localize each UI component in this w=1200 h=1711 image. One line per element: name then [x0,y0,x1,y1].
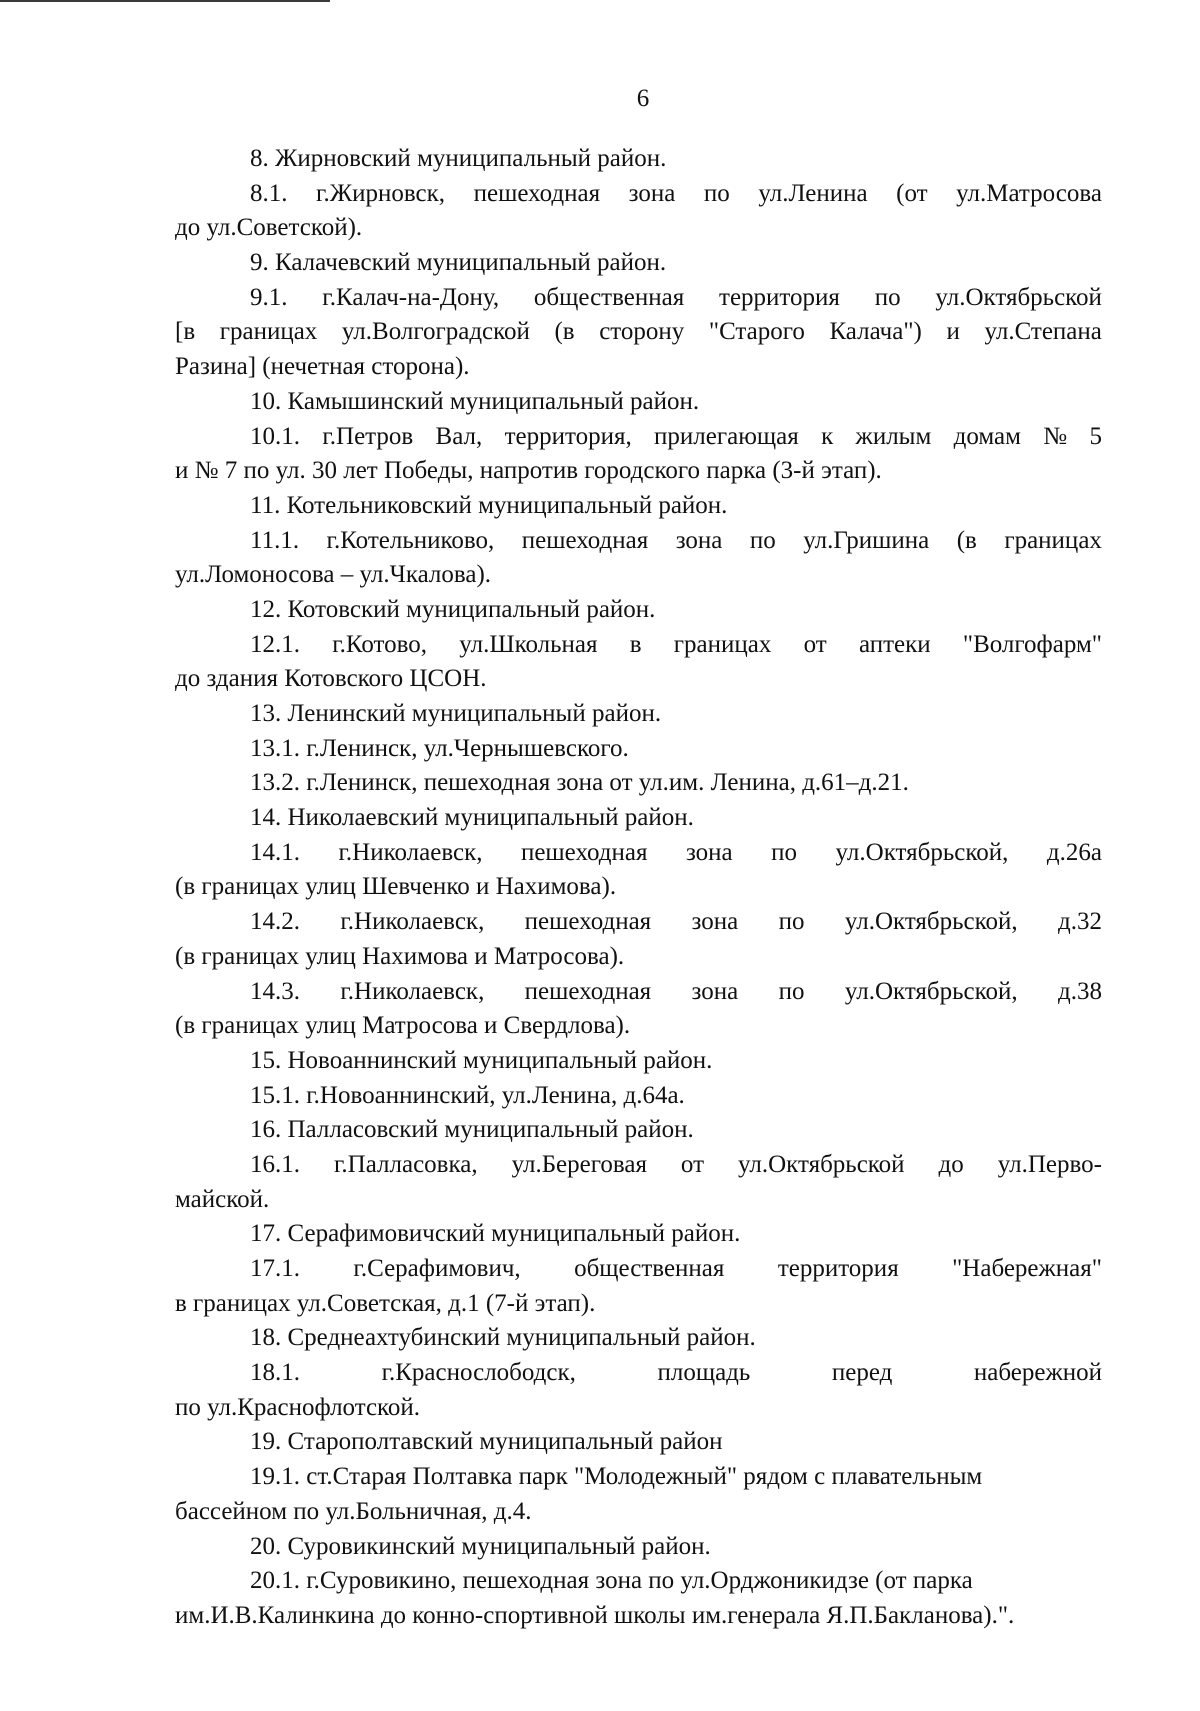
word: ул.Октябрьской, [844,977,1018,1005]
paragraph-p10 [175,385,1102,420]
paragraph-p12 [175,593,1102,628]
word: набережной [973,1359,1102,1387]
paragraph-p18-1 [175,1356,1102,1425]
word: ул.Ленина [758,179,868,207]
paragraph-p14-1 [175,836,1102,905]
text-line: 13.1. г.Ленинск, ул.Чернышевского. [250,734,629,762]
text-line: 10. Камышинский муниципальный район. [250,387,700,415]
paragraph-p17-1 [175,1252,1102,1321]
word: территория, [504,422,632,450]
word: пешеходная [524,977,652,1005]
paragraph-p14-2 [175,905,1102,974]
text-line [175,1148,1102,1183]
word: г.Николаевск, [340,908,485,936]
text-line [175,177,1102,212]
word: 18.1. [250,1359,300,1387]
word: г.Петров [322,422,414,450]
text-line: им.И.В.Калинкина до конно-спортивной школы им.генерала Я.П.Бакланова).". [175,1601,1015,1629]
word: 9.1. [250,283,288,311]
word: (в [956,526,977,554]
paragraph-p9-1 [175,281,1102,385]
paragraph-p13-1 [175,732,1102,767]
word: ул.Матросова [956,179,1102,207]
word: зона [685,838,733,866]
document-body [175,142,1102,1634]
word: зона [628,179,676,207]
word: жилым [855,422,932,450]
text-line: майской. [175,1185,270,1213]
word: (от [896,179,928,207]
word: до [938,1150,964,1178]
word: 14.3. [250,977,300,1005]
word: зона [675,526,723,554]
word: общественная [533,283,685,311]
text-line: по ул.Краснофлотской. [175,1393,421,1421]
paragraph-p13 [175,697,1102,732]
text-line: (в границах улиц Шевченко и Нахимова). [175,873,617,901]
word: пешеходная [521,526,649,554]
paragraph-p19 [175,1425,1102,1460]
text-line: 13.2. г.Ленинск, пешеходная зона от ул.им. Ленина, д.61–д.21. [250,769,909,797]
word: ул.Перво- [997,1150,1102,1178]
word: по [771,838,798,866]
word: "Волгофарм" [962,630,1102,658]
word: г.Краснослободск, [381,1359,576,1387]
text-line: до ул.Советской). [175,214,363,242]
text-line [175,975,1102,1010]
paragraph-p19-1 [175,1460,1102,1529]
text-line: 11. Котельниковский муниципальный район. [250,491,728,519]
word: ул.Школьная [459,630,598,658]
word: "Старого [708,318,805,346]
text-line [175,1252,1102,1287]
word: по [778,977,805,1005]
word: д.26а [1046,838,1102,866]
text-line: Разина] (нечетная сторона). [175,353,470,381]
text-line: (в границах улиц Нахимова и Матросова). [175,942,625,970]
word: г.Котово, [332,630,427,658]
paragraph-p9 [175,246,1102,281]
paragraph-p8-1 [175,177,1102,246]
word: пешеходная [473,179,601,207]
word: [в [175,318,196,346]
word: территория [719,283,840,311]
word: площадь [657,1359,751,1387]
word: г.Николаевск, [338,838,483,866]
text-line: 17. Серафимовичский муниципальный район. [250,1220,741,1248]
word: общественная [574,1255,725,1282]
word: ул.Гришина [803,526,930,554]
paragraph-p11 [175,489,1102,524]
text-line [175,628,1102,663]
word: сторону [599,318,685,346]
text-line: бассейном по ул.Больничная, д.4. [175,1497,532,1525]
word: (в [554,318,575,346]
word: д.32 [1058,908,1102,936]
word: пешеходная [524,908,652,936]
paragraph-p17 [175,1217,1102,1252]
word: прилегающая [654,422,799,450]
paragraph-p20-1 [175,1564,1102,1633]
word: ул.Береговая [511,1150,647,1178]
paragraph-p15-1 [175,1079,1102,1114]
text-line: 20.1. г.Суровикино, пешеходная зона по ул.Орджоникидзе (от парка [250,1567,973,1595]
word: Вал, [435,422,483,450]
word: 11.1. [250,526,300,554]
word: границах [673,630,772,658]
word: 12.1. [250,630,300,658]
word: по [703,179,730,207]
word: по [874,283,901,311]
word: г.Николаевск, [340,977,485,1005]
paragraph-p15 [175,1044,1102,1079]
word: по [778,908,805,936]
word: от [803,630,827,658]
word: к [821,422,834,450]
paragraph-p20 [175,1530,1102,1565]
text-line: 15. Новоаннинский муниципальный район. [250,1046,713,1074]
text-line: 8. Жирновский муниципальный район. [250,145,667,172]
text-line: (в границах улиц Матросова и Свердлова). [175,1012,631,1040]
word: зона [691,908,739,936]
text-line: 15.1. г.Новоаннинский, ул.Ленина, д.64а. [250,1081,685,1109]
word: домам [953,422,1021,450]
text-line: 18. Среднеахтубинский муниципальный район. [250,1324,756,1352]
paragraph-p10-1 [175,420,1102,489]
text-line [175,281,1102,316]
text-line: до здания Котовского ЦСОН. [175,665,487,693]
paragraph-p11-1 [175,524,1102,593]
page-number: 6 [636,85,650,112]
word: г.Палласовка, [333,1150,478,1178]
word: зона [691,977,739,1005]
paragraph-p8 [175,142,1102,177]
paragraph-p16 [175,1113,1102,1148]
word: № [1043,422,1068,450]
text-line: в границах ул.Советская, д.1 (7-й этап). [175,1289,596,1317]
word: "Набережная" [952,1255,1102,1282]
word: перед [831,1359,893,1387]
word: 16.1. [250,1150,300,1178]
text-line: 13. Ленинский муниципальный район. [250,700,662,727]
word: ул.Октябрьской [935,283,1102,311]
word: границах [1004,526,1102,554]
text-line: 12. Котовский муниципальный район. [250,595,656,623]
word: г.Серафимович, [353,1255,521,1282]
word: ул.Октябрьской [738,1150,905,1178]
word: 5 [1089,422,1102,450]
scan-edge-rule [0,0,330,2]
word: г.Котельниково, [326,526,495,554]
text-line [175,836,1102,871]
text-line: 19. Старополтавский муниципальный район [250,1428,723,1456]
word: аптеки [858,630,931,658]
word: Калача") [829,318,922,346]
text-line [175,420,1102,455]
text-line: 9. Калачевский муниципальный район. [250,249,667,277]
word: пешеходная [520,838,648,866]
text-line: и № 7 по ул. 30 лет Победы, напротив городского парка (3-й этап). [175,457,882,485]
text-line: 19.1. ст.Старая Полтавка парк "Молодежный" рядом с плавательным [250,1463,983,1491]
paragraph-p14 [175,801,1102,836]
word: ул.Степана [984,318,1102,346]
text-line [175,315,1102,350]
word: 10.1. [250,422,300,450]
word: территория [777,1255,899,1282]
word: по [749,526,776,554]
text-line [175,524,1102,559]
word: 14.1. [250,838,300,866]
word: в [629,630,642,658]
word: ул.Волгоградской [341,318,530,346]
paragraph-p16-1 [175,1148,1102,1217]
paragraph-p14-3 [175,975,1102,1044]
text-line: 20. Суровикинский муниципальный район. [250,1532,711,1560]
word: ул.Октябрьской, [844,908,1018,936]
text-line [175,1356,1102,1391]
text-line [175,905,1102,940]
word: 14.2. [250,908,300,936]
word: д.38 [1058,977,1102,1005]
word: г.Жирновск, [316,179,446,207]
word: 8.1. [250,179,288,207]
word: границах [219,318,318,346]
text-line: 16. Палласовский муниципальный район. [250,1116,694,1144]
text-line: ул.Ломоносова – ул.Чкалова). [175,561,492,589]
word: от [680,1150,705,1178]
word: ул.Октябрьской, [835,838,1009,866]
paragraph-p18 [175,1321,1102,1356]
word: 17.1. [250,1255,300,1282]
paragraph-p12-1 [175,628,1102,697]
paragraph-p13-2 [175,766,1102,801]
word: и [946,318,960,346]
text-line: 14. Николаевский муниципальный район. [250,804,694,832]
word: г.Калач-на-Дону, [322,283,500,311]
